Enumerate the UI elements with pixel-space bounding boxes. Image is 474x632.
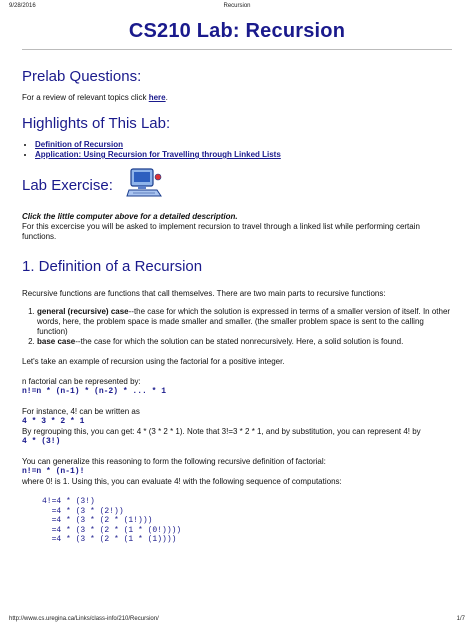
exercise-description: For this excercise you will be asked to implement recursion to travel through a linked list while performing certain functions.	[22, 222, 420, 241]
recursion-parts-list	[22, 307, 452, 347]
print-header	[9, 3, 465, 13]
prelab-text: For a review of relevant topics click	[22, 93, 149, 102]
computation-block	[22, 497, 452, 545]
page-title: CS210 Lab: Recursion	[128, 20, 346, 42]
highlight-link-definition[interactable]: Definition of Recursion	[35, 140, 123, 149]
print-footer	[9, 616, 465, 626]
section1-heading: 1. Definition of a Recursion	[22, 258, 203, 275]
computation-line: =4 * (3 * (2 * (1 * (0!))))	[42, 525, 182, 535]
print-url: http://www.cs.uregina.ca/Links/class-info/210/Recursion/	[9, 616, 159, 622]
regroup-code: 4 * (3!)	[22, 437, 61, 446]
general-case-text: --the case for which the solution is expressed in terms of a smaller version of itself. In other words, here, the problem space is made smaller and smaller. (the smaller problem space is sent to the calling function)	[37, 307, 451, 336]
computation-line: =4 * (3 * (2 * (1 * (1))))	[42, 535, 177, 545]
base-case-text: --the case for which the solution can be stated nonrecursively. Here, a solid solution is found.	[75, 337, 404, 346]
page-content	[22, 20, 452, 545]
regroup-text: By regrouping this, you can get: 4 * (3 * 2 * 1). Note that 3!=3 * 2 * 1, and by substitution, you can represent 4! by	[22, 427, 421, 436]
section1-intro: Recursive functions are functions that call themselves. There are two main parts to recursive functions:	[22, 289, 386, 298]
base-case-term: base case	[37, 337, 76, 346]
generalize-text: You can generalize this reasoning to form the following recursive definition of factorial:	[22, 457, 326, 466]
example-intro: Let's take an example of recursion using the factorial for a positive integer.	[22, 357, 285, 366]
computation-line: =4 * (3 * (2!))	[42, 506, 124, 516]
nfact-intro: n factorial can be represented by:	[22, 377, 141, 386]
instance-intro: For instance, 4! can be written as	[22, 407, 140, 416]
highlights-list	[22, 140, 452, 160]
highlight-item	[35, 140, 452, 150]
prelab-paragraph	[22, 93, 452, 103]
prelab-end: .	[165, 93, 168, 102]
general-code: n!=n * (n-1)!	[22, 467, 85, 476]
print-date: 9/28/2016	[9, 3, 36, 9]
base-text: where 0! is 1. Using this, you can evaluate 4! with the following sequence of computations:	[22, 477, 342, 486]
computer-click-note: Click the little computer above for a detailed description.	[22, 212, 238, 221]
instance-code: 4 * 3 * 2 * 1	[22, 417, 85, 426]
title-divider	[22, 49, 452, 50]
computation-line: =4 * (3 * (2 * (1!)))	[42, 516, 153, 526]
computer-icon[interactable]	[125, 167, 165, 204]
highlight-link-application[interactable]: Application: Using Recursion for Travelling through Linked Lists	[35, 150, 281, 159]
page-number: 1/7	[456, 616, 465, 622]
highlights-heading: Highlights of This Lab:	[22, 115, 171, 132]
list-item	[37, 307, 452, 337]
exercise-heading: Lab Exercise:	[22, 177, 113, 194]
prelab-heading: Prelab Questions:	[22, 68, 142, 85]
computation-line: 4!=4 * (3!)	[42, 497, 95, 506]
nfact-code: n!=n * (n-1) * (n-2) * ... * 1	[22, 387, 167, 396]
general-case-term: general (recursive) case	[37, 307, 129, 316]
highlight-item	[35, 150, 452, 160]
print-page-title: Recursion	[223, 3, 251, 9]
prelab-here-link[interactable]: here	[148, 93, 166, 102]
list-item	[37, 337, 452, 347]
exercise-heading-row	[22, 167, 452, 201]
